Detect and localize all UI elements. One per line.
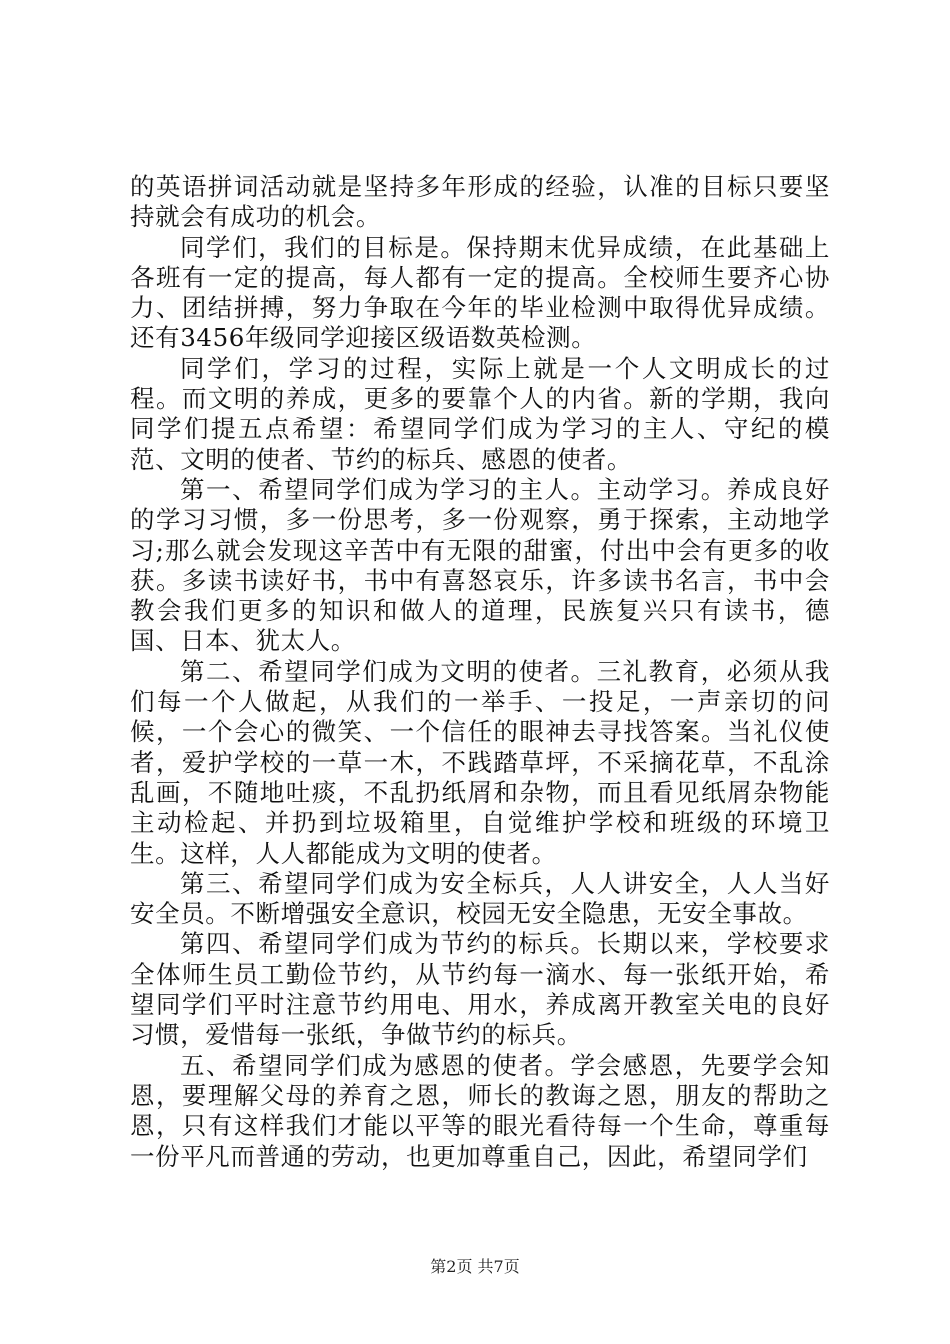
paragraph-five-hopes: 同学们，学习的过程，实际上就是一个人文明成长的过程。而文明的养成，更多的要靠个人的内省。新的学期，我向同学们提五点希望：希望同学们成为学习的主人、守纪的模范、文明的使者、节约的标兵、感恩的使者。 — [130, 353, 830, 474]
paragraph-hope-3: 第三、希望同学们成为安全标兵，人人讲安全，人人当好安全员。不断增强安全意识，校园无安全隐患，无安全事故。 — [130, 868, 830, 929]
paragraph-continuation: 的英语拼词活动就是坚持多年形成的经验，认准的目标只要坚持就会有成功的机会。 — [130, 172, 830, 232]
paragraph-hope-2: 第二、希望同学们成为文明的使者。三礼教育，必须从我们每一个人做起，从我们的一举手、一投足，一声亲切的问候，一个会心的微笑、一个信任的眼神去寻找答案。当礼仪使者，爱护学校的一草一木，不践踏草坪，不采摘花草，不乱涂乱画，不随地吐痰，不乱扔纸屑和杂物，而且看见纸屑杂物能主动检起、并扔到垃圾箱里，自觉维护学校和班级的环境卫生。这样，人人都能成为文明的使者。 — [130, 656, 830, 868]
paragraph-hope-1: 第一、希望同学们成为学习的主人。主动学习。养成良好的学习习惯，多一份思考，多一份观察，勇于探索，主动地学习;那么就会发现这辛苦中有无限的甜蜜，付出中会有更多的收获。多读书读好书，书中有喜怒哀乐，许多读书名言，书中会教会我们更多的知识和做人的道理，民族复兴只有读书，德国、日本、犹太人。 — [130, 474, 830, 656]
page-footer: 第2页 共7页 — [430, 1257, 520, 1276]
paragraph-hope-4: 第四、希望同学们成为节约的标兵。长期以来，学校要求全体师生员工勤俭节约，从节约每一滴水、每一张纸开始，希望同学们平时注意节约用电、用水，养成离开教室关电的良好习惯，爱惜每一张纸，争做节约的标兵。 — [130, 929, 830, 1050]
document-body — [130, 172, 830, 1172]
paragraph-hope-5: 五、希望同学们成为感恩的使者。学会感恩，先要学会知恩，要理解父母的养育之恩，师长的教诲之恩，朋友的帮助之恩，只有这样我们才能以平等的眼光看待每一个生命，尊重每一份平凡而普通的劳动，也更加尊重自己，因此，希望同学们 — [130, 1050, 830, 1171]
paragraph-goals: 同学们，我们的目标是。保持期末优异成绩，在此基础上各班有一定的提高，每人都有一定的提高。全校师生要齐心协力、团结拼搏，努力争取在今年的毕业检测中取得优异成绩。还有3456年级同学迎接区级语数英检测。 — [130, 232, 830, 353]
